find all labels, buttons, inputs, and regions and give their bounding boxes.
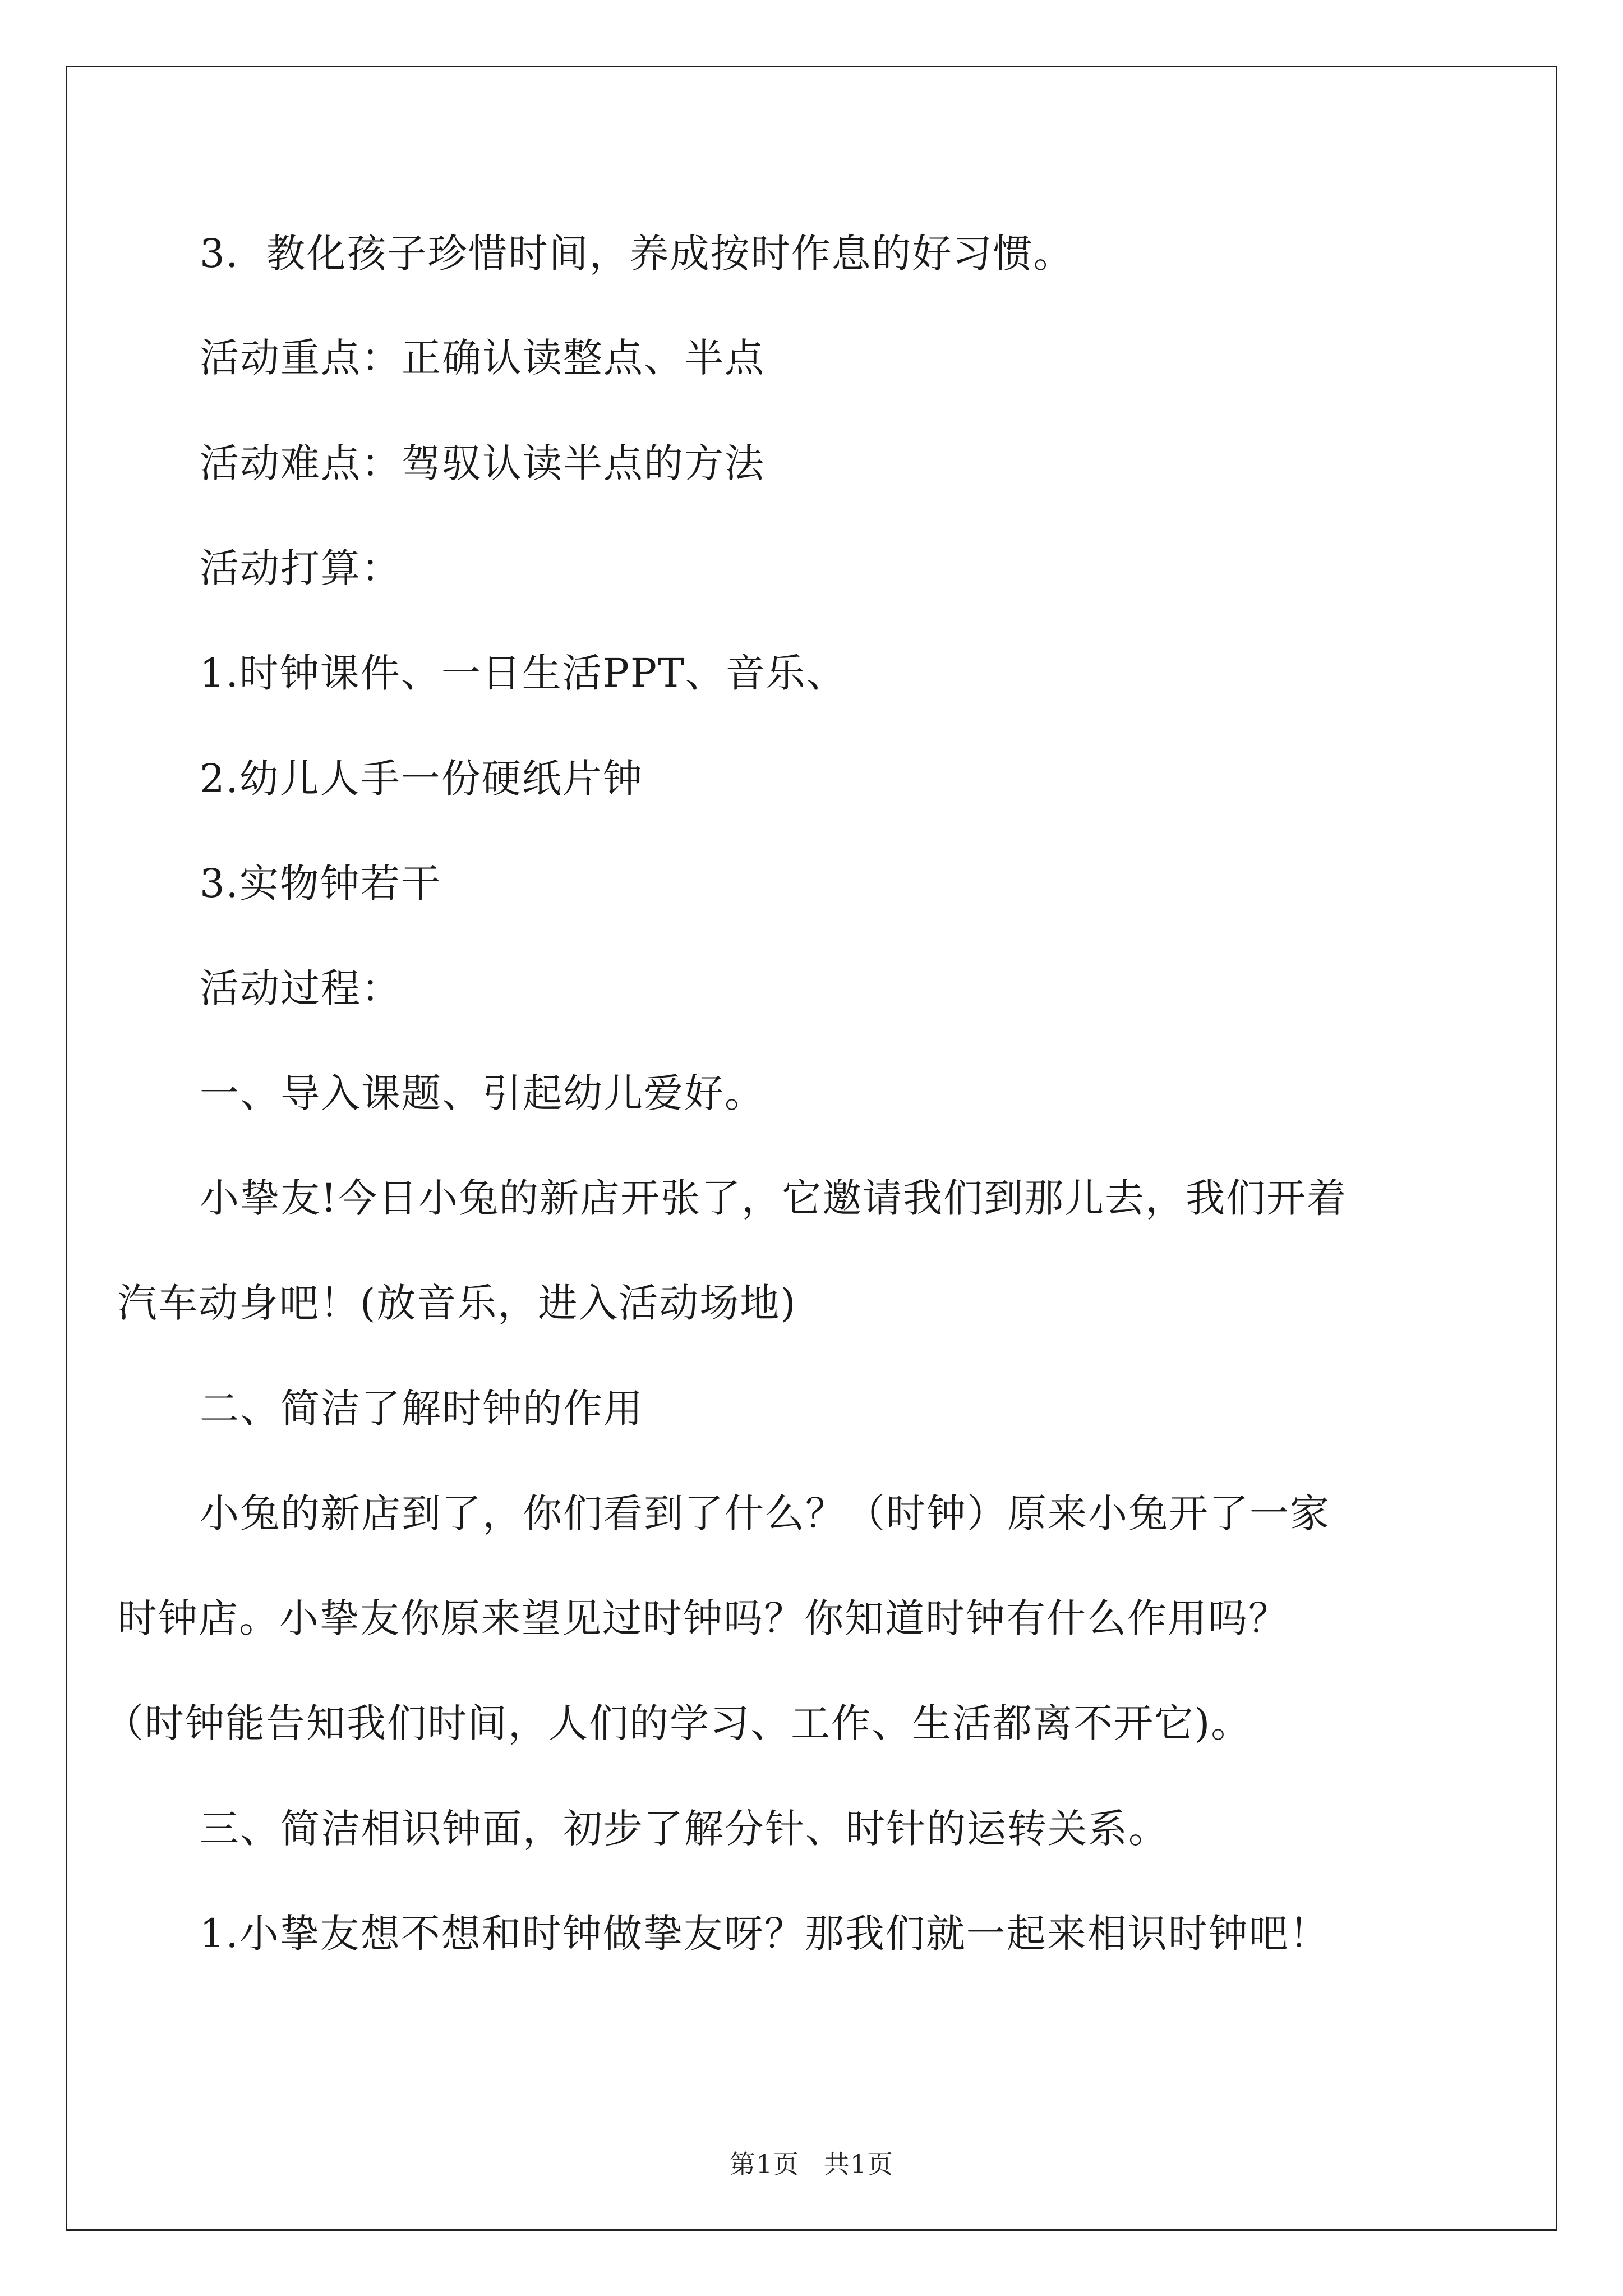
paragraph-section-3-heading: 三、简洁相识钟面，初步了解分针、时针的运转关系。 — [200, 1806, 1169, 1852]
page-total: 共1页 — [823, 2149, 894, 2179]
paragraph-section-3-item-1: 1.小挚友想不想和时钟做挚友呀？那我们就一起来相识时钟吧！ — [200, 1911, 1330, 1957]
paragraph-line: 时钟店。小挚友你原来望见过时钟吗？你知道时钟有什么作用吗？ — [118, 1595, 1289, 1641]
paragraph-preparation-heading: 活动打算： — [200, 545, 402, 591]
paragraph-difficulty: 活动难点：驾驭认读半点的方法 — [200, 440, 765, 486]
paragraph-line: 汽车动身吧！(放音乐，进入活动场地) — [118, 1280, 797, 1326]
paragraph-line: （时钟能告知我们时间，人们的学习、工作、生活都离不开它)。 — [104, 1700, 1252, 1746]
paragraph-section-1-heading: 一、导入课题、引起幼儿爱好。 — [200, 1070, 765, 1116]
paragraph-prep-item-1: 1.时钟课件、一日生活PPT、音乐、 — [200, 650, 847, 696]
paragraph-process-heading: 活动过程： — [200, 965, 402, 1011]
page-number: 第1页 — [729, 2149, 800, 2179]
paragraph-key-point: 活动重点：正确认读整点、半点 — [200, 335, 765, 381]
paragraph-line: 小兔的新店到了，你们看到了什么？（时钟）原来小兔开了一家 — [200, 1490, 1330, 1536]
page-footer — [0, 2144, 1623, 2181]
paragraph-section-2-heading: 二、简洁了解时钟的作用 — [200, 1386, 644, 1432]
paragraph-goal-3: 3．教化孩子珍惜时间，养成按时作息的好习惯。 — [200, 231, 1074, 277]
paragraph-line: 小挚友!今日小兔的新店开张了，它邀请我们到那儿去，我们开着 — [200, 1175, 1348, 1221]
page-border — [66, 66, 1557, 2231]
paragraph-prep-item-2: 2.幼儿人手一份硬纸片钟 — [200, 756, 643, 802]
paragraph-section-2-body — [104, 1487, 1330, 1750]
paragraph-prep-item-3: 3.实物钟若干 — [200, 861, 441, 907]
paragraph-section-1-body — [118, 1171, 1348, 1330]
